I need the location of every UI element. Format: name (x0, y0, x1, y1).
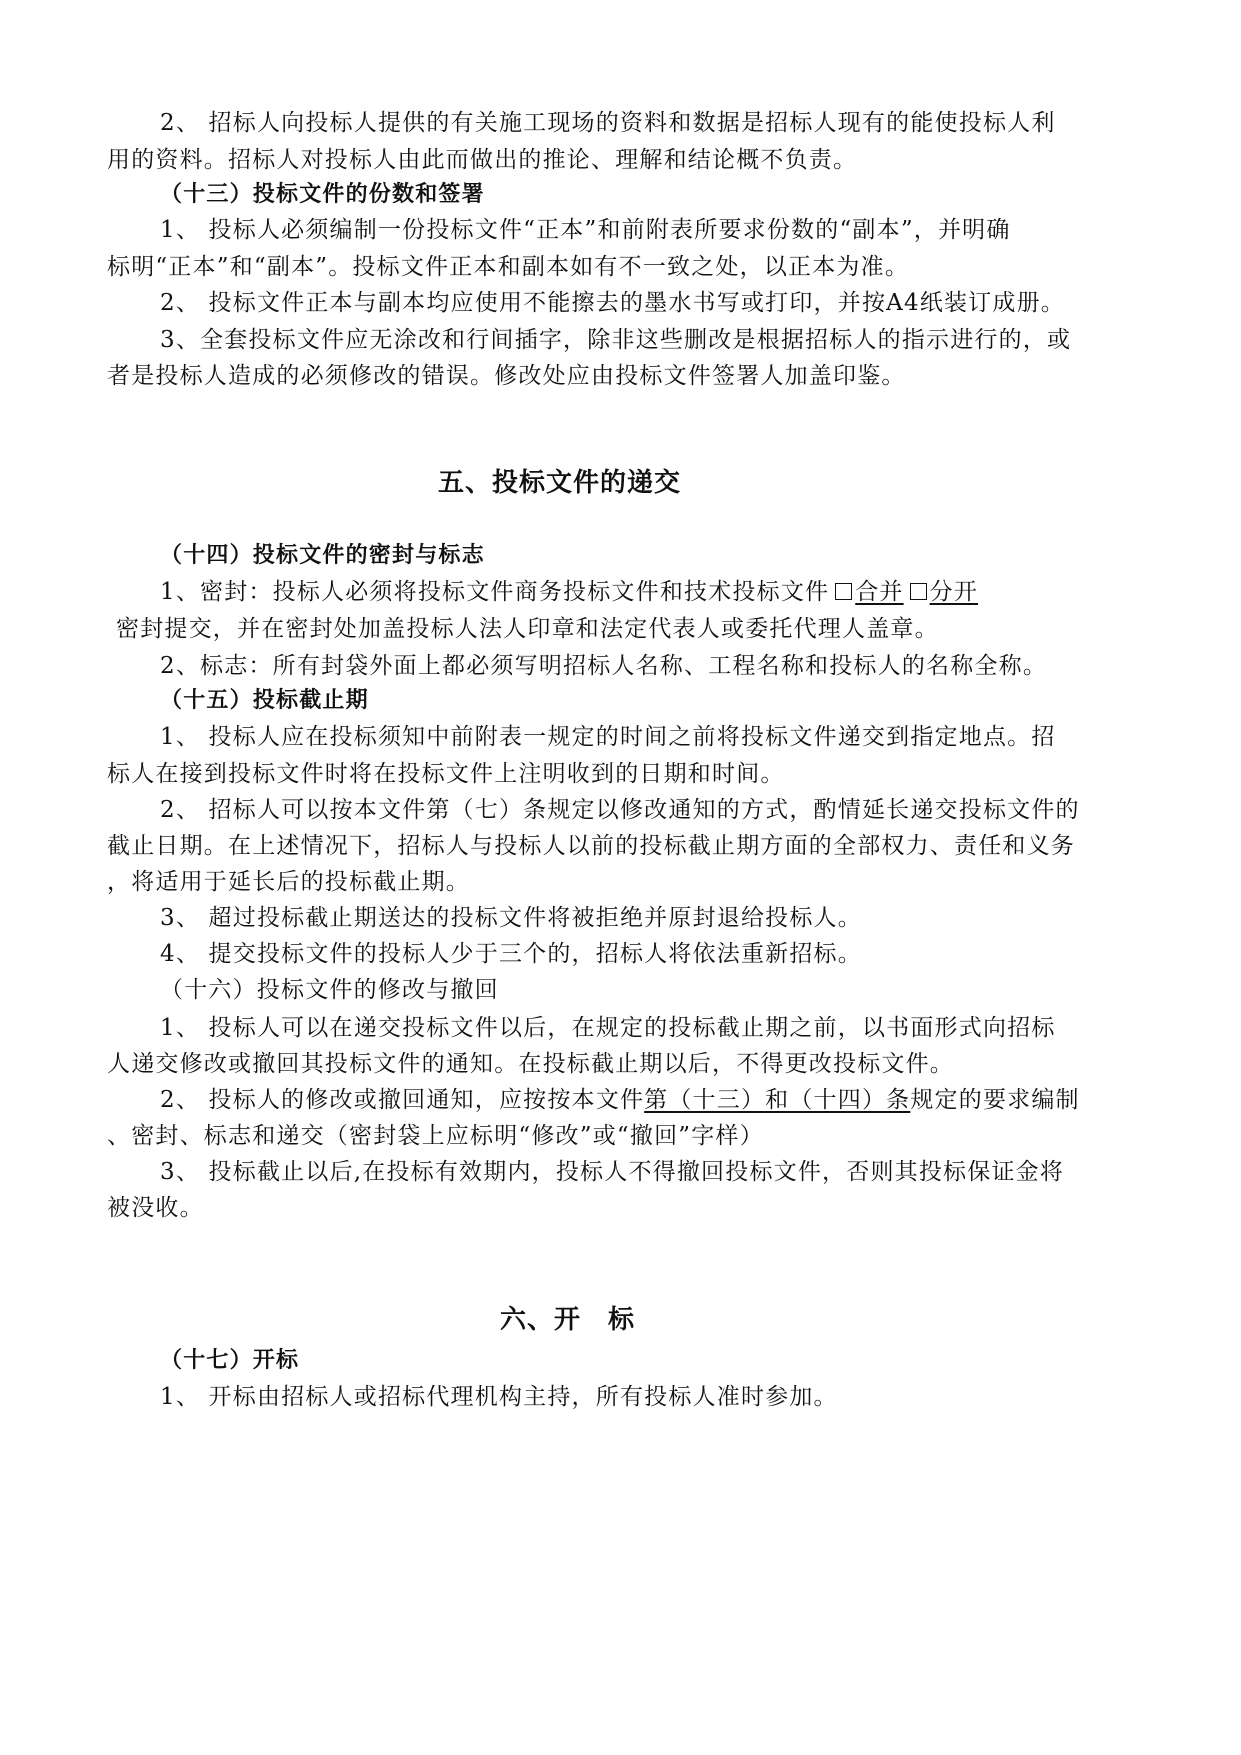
paragraph-line: 3、全套投标文件应无涂改和行间插字，除非这些删改是根据招标人的指示进行的，或 (160, 327, 1072, 353)
paragraph-line: 1、 开标由招标人或招标代理机构主持，所有投标人准时参加。 (160, 1384, 838, 1410)
paragraph-line (160, 1085, 1080, 1115)
paragraph-line: 者是投标人造成的必须修改的错误。修改处应由投标文件签署人加盖印鉴。 (107, 363, 906, 389)
chapter-title: 六、开 标 (500, 1305, 636, 1335)
paragraph-line: 人递交修改或撤回其投标文件的通知。在投标截止期以后，不得更改投标文件。 (107, 1051, 954, 1077)
paragraph-line: 4、 提交投标文件的投标人少于三个的，招标人将依法重新招标。 (160, 941, 862, 967)
section-heading: （十六）投标文件的修改与撤回 (160, 977, 499, 1003)
revision-notice-suffix: 规定的要求编制 (910, 1087, 1080, 1113)
seal-options (829, 579, 978, 605)
section-heading: （十四）投标文件的密封与标志 (160, 543, 485, 568)
paragraph-line: 3、 超过投标截止期送达的投标文件将被拒绝并原封退给投标人。 (160, 905, 862, 931)
paragraph-line: 1、 投标人必须编制一份投标文件“正本”和前附表所要求份数的“副本”，并明确 (160, 217, 1011, 243)
section-heading: （十五）投标截止期 (160, 688, 369, 713)
paragraph-line: 3、 投标截止以后,在投标有效期内，投标人不得撤回投标文件，否则其投标保证金将 (160, 1159, 1065, 1185)
seal-instruction-text: 1、密封：投标人必须将投标文件商务投标文件和技术投标文件 (160, 579, 830, 605)
paragraph-line: 2、 投标文件正本与副本均应使用不能擦去的墨水书写或打印，并按A4纸装订成册。 (160, 290, 1065, 316)
option-combined-label: 合并 (855, 579, 904, 605)
paragraph-line: 1、 投标人应在投标须知中前附表一规定的时间之前将投标文件递交到指定地点。招 (160, 724, 1056, 750)
checkbox-icon[interactable] (910, 583, 927, 600)
section-heading: （十七）开标 (160, 1348, 300, 1373)
paragraph-line: 2、标志：所有封袋外面上都必须写明招标人名称、工程名称和投标人的名称全称。 (160, 653, 1048, 679)
paragraph-line: 1、 投标人可以在递交投标文件以后，在规定的投标截止期之前，以书面形式向招标 (160, 1015, 1056, 1041)
revision-notice-text: 2、 投标人的修改或撤回通知，应按按本文件 (160, 1087, 645, 1113)
paragraph-line: 2、 招标人向投标人提供的有关施工现场的资料和数据是招标人现有的能使投标人利 (160, 110, 1056, 136)
clause-reference: 第（十三）和（十四）条 (644, 1087, 911, 1113)
paragraph-line: 标明“正本”和“副本”。投标文件正本和副本如有不一致之处，以正本为准。 (107, 254, 910, 280)
paragraph-line: 标人在接到投标文件时将在投标文件上注明收到的日期和时间。 (107, 761, 785, 787)
paragraph-line (160, 577, 978, 607)
section-heading: （十三）投标文件的份数和签署 (160, 182, 485, 207)
paragraph-line: 、密封、标志和递交（密封袋上应标明“修改”或“撤回”字样） (107, 1123, 764, 1149)
chapter-title: 五、投标文件的递交 (438, 468, 682, 498)
paragraph-line: 密封提交，并在密封处加盖投标人法人印章和法定代表人或委托代理人盖章。 (116, 616, 939, 642)
paragraph-line: 2、 招标人可以按本文件第（七）条规定以修改通知的方式，酌情延长递交投标文件的 (160, 797, 1080, 823)
paragraph-line: 用的资料。招标人对投标人由此而做出的推论、理解和结论概不负责。 (107, 147, 858, 173)
checkbox-icon[interactable] (835, 583, 852, 600)
paragraph-line: 截止日期。在上述情况下，招标人与投标人以前的投标截止期方面的全部权力、责任和义务 (107, 833, 1075, 859)
paragraph-line: ，将适用于延长后的投标截止期。 (107, 869, 470, 895)
option-separate-label: 分开 (929, 579, 979, 605)
paragraph-line: 被没收。 (107, 1195, 204, 1221)
